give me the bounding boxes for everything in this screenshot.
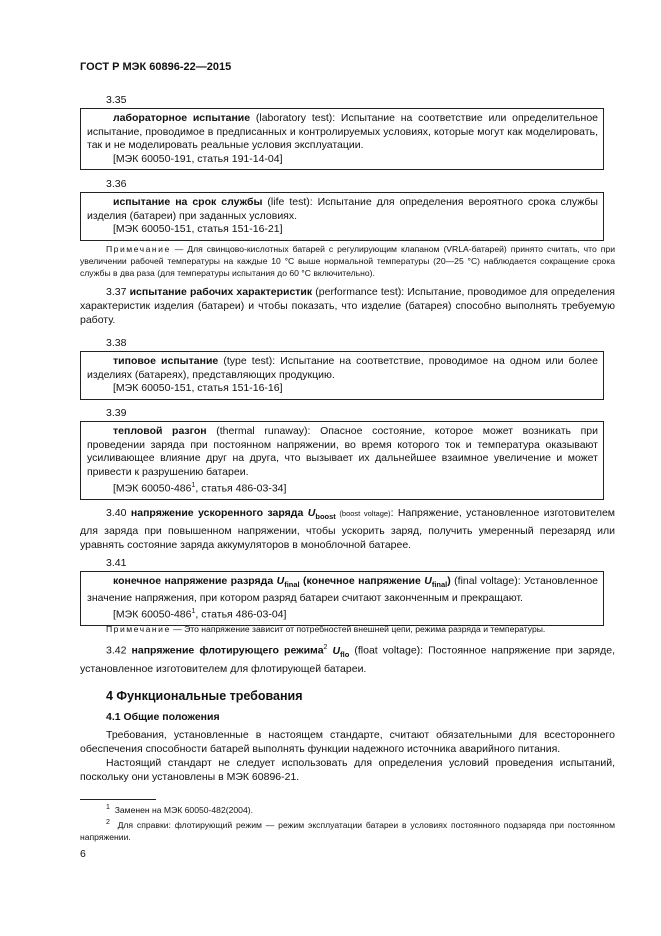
paragraph-1: Требования, установленные в настоящем стандарте, считают обязательными для всестороннего обеспечения способности батарей выполнять функции надежного источника аварийного питания.: [80, 729, 615, 755]
term-box-3-35: [80, 108, 604, 170]
term-name: напряжение ускоренного заряда: [130, 507, 308, 519]
section-heading: 4 Функциональные требования: [106, 689, 303, 703]
definition-text: (final voltage): Установленное значение напряжения, при котором разряд батареи считают законченным и прекращают.: [87, 575, 598, 604]
term-box-3-36: [80, 192, 604, 241]
note-text: — Для свинцово-кислотных батарей с регулирующим клапаном (VRLA-батарей) принято считать, что при увеличении рабочей температуры на каждые 10 °С выше нормальной температуры (20—25 °С) наблюдается сокращение срока службы в два раза (для температуры испытания до 60 °С включительно).: [80, 244, 615, 278]
note-3-36: [80, 243, 615, 279]
term-reference: [МЭК $60050-486^1$, статья 486-03-34]: [113, 482, 287, 495]
body-text: [80, 728, 615, 784]
term-reference: [МЭК 60050-151, статья 151-16-16]: [113, 382, 283, 394]
term-name: напряжение флотирующего режима: [131, 644, 324, 657]
term-number-3-41: 3.41: [106, 557, 127, 569]
term-name: лабораторное испытание: [113, 112, 251, 124]
term-definition: [87, 355, 598, 382]
term-reference: [МЭК 60050-191, статья 191-14-04]: [113, 152, 283, 165]
symbol: U: [307, 507, 316, 519]
note-3-41: [80, 623, 615, 635]
term-number: 3.40: [106, 507, 127, 519]
footnote-ref-1: 1: [191, 608, 196, 616]
term-definition: [87, 425, 598, 479]
paragraph-2: Настоящий стандарт не следует использовать для определения условий проведения испытаний, поскольку они установлены в МЭК 60896-21.: [80, 757, 615, 783]
subsection-heading: 4.1 Общие положения: [106, 711, 220, 723]
term-number-3-36: 3.36: [106, 178, 127, 190]
definition-text: (float voltage): Постоянное напряжение при заряде, установленное изготовителем для флотирующей батареи.: [80, 644, 615, 675]
definition-text: (thermal runaway): Опасное состояние, которое может возникать при проведении заряда при постоянном напряжении, во время которого ток и температура оказывают усиливающее влияние друг на друга, что вызывает их дальнейшее взаимное увеличение и может привести к разрушению батареи.: [87, 425, 598, 478]
term-3-40: [80, 506, 615, 552]
note-text: — Это напряжение зависит от потребностей внешней цепи, режима разряда и температуры.: [170, 624, 546, 634]
term-number-3-39: 3.39: [106, 407, 127, 419]
term-reference: [МЭК 60050-151, статья 151-16-21]: [113, 223, 283, 235]
term-definition: [87, 112, 598, 153]
term-box-3-41: [80, 571, 604, 626]
term-name: конечное напряжение разряда: [113, 575, 277, 587]
term-name: испытание рабочих характеристик: [129, 286, 313, 298]
term-3-37: [80, 285, 615, 327]
term-box-3-38: [80, 351, 604, 400]
definition-text: : Напряжение, установленное изготовителем для заряда при повышенном напряжении, чтобы ускорить заряд, получить умеренный перезаряд или уравнять состояние заряда аккумуляторов в моноблочной батарее.: [80, 507, 616, 552]
term-number-3-38: 3.38: [106, 337, 127, 349]
term-name: тепловой разгон: [113, 425, 207, 437]
page-number: 6: [80, 848, 86, 860]
footnote-1: $^1$ Заменен на МЭК 60050-482(2004).: [106, 804, 253, 815]
symbol: U: [332, 644, 341, 657]
term-3-42: [80, 641, 615, 676]
term-english: (boost voltage): [335, 509, 391, 518]
footnote-2: $^2$ Для справки: флотирующий режим — режим эксплуатации батареи в условиях постоянного подзаряда при постоянном напряжении.: [80, 819, 615, 842]
note-label: Примечание: [106, 624, 171, 634]
definition-text: (laboratory test): Испытание на соответствие или определительное испытание, проводимое в предписанных и контролируемых условиях, которые могут как моделировать, так и не моделировать реальные условия эксплуатации.: [87, 112, 598, 151]
term-box-3-39: [80, 421, 604, 500]
document-header: ГОСТ Р МЭК 60896-22—2015: [80, 61, 232, 73]
term-definition: конечное напряжение разряда $U_{final}$ (конечное напряжение $U_{final}$) (final voltage): Установленное значение напряжения, при котором разряд батареи считают законченным и прекращают.: [87, 575, 598, 604]
term-name: типовое испытание: [113, 355, 219, 367]
footnote-ref-1: 1: [191, 482, 196, 489]
note-label: Примечание: [106, 244, 171, 254]
term-definition: [87, 196, 598, 223]
term-number-3-35: 3.35: [106, 94, 127, 106]
definition-text: (type test): Испытание на соответствие, проводимое на одном или более изделиях (батареях), представляющих продукцию.: [87, 355, 598, 381]
term-name: испытание на срок службы: [113, 196, 263, 208]
term-number: 3.42: [106, 644, 127, 657]
footnote-ref-2: 2: [323, 644, 328, 651]
definition-text: (performance test): Испытание, проводимое для определения характеристик изделия (батареи) и чтобы показать, что изделие (батарея) способно выполнять требуемую работу.: [80, 286, 615, 326]
footnote-divider: [80, 799, 156, 800]
symbol-subscript: flo: [340, 649, 350, 659]
symbol-subscript: boost: [315, 512, 336, 522]
term-reference: [МЭК $60050-486^1$, статья 486-03-04]: [113, 608, 287, 621]
term-number: 3.37: [106, 286, 127, 298]
definition-text: (life test): Испытание для определения вероятного срока службы изделия (батареи) при заданных условиях.: [87, 196, 598, 222]
